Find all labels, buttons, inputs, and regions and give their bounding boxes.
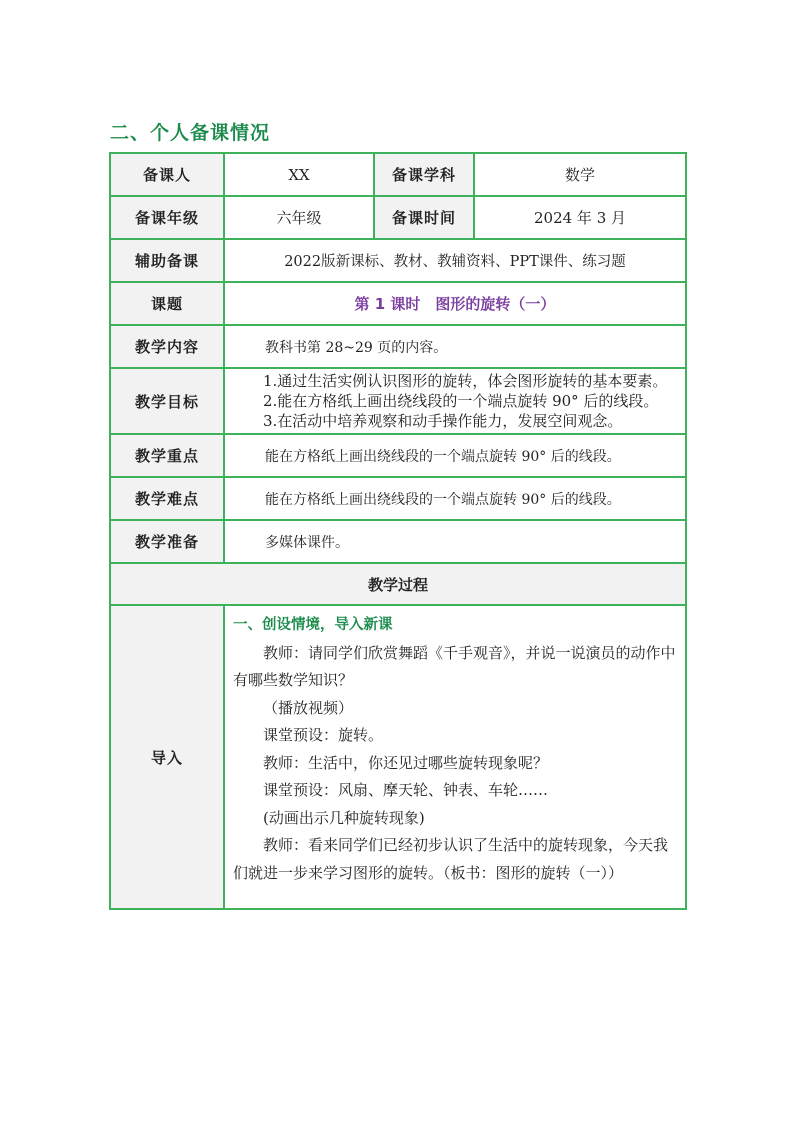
intro-content <box>224 605 686 909</box>
row-grade <box>110 196 686 239</box>
lesson-plan-table <box>109 152 687 910</box>
goal-item: 2.能在方格纸上画出绕线段的一个端点旋转 90° 后的线段。 <box>263 392 659 410</box>
row-preparer <box>110 153 686 196</box>
aux-label: 辅助备课 <box>110 239 224 282</box>
row-content <box>110 325 686 368</box>
key-value: 能在方格纸上画出绕线段的一个端点旋转 90° 后的线段。 <box>224 434 686 477</box>
time-label: 备课时间 <box>374 196 474 239</box>
row-prep <box>110 520 686 563</box>
aux-value: 2022版新课标、教材、教辅资料、PPT课件、练习题 <box>224 239 686 282</box>
goals-list <box>224 368 686 434</box>
subject-value: 数学 <box>474 153 686 196</box>
grade-value: 六年级 <box>224 196 374 239</box>
row-goals <box>110 368 686 434</box>
stage-label: 导入 <box>110 605 224 909</box>
process-heading: 教学过程 <box>110 563 686 605</box>
process-line: 教师：请同学们欣赏舞蹈《千手观音》，并说一说演员的动作中有哪些数学知识？ <box>233 643 676 689</box>
process-line: (动画出示几种旋转现象) <box>263 808 425 827</box>
preparer-label: 备课人 <box>110 153 224 196</box>
topic-value: 第 1 课时 图形的旋转（一） <box>224 282 686 325</box>
row-difficulty <box>110 477 686 520</box>
row-intro <box>110 605 686 909</box>
row-process-heading <box>110 563 686 605</box>
goal-item: 1.通过生活实例认识图形的旋转，体会图形旋转的基本要素。 <box>263 372 668 390</box>
row-topic <box>110 282 686 325</box>
stage-heading: 一、创设情境，导入新课 <box>233 617 393 633</box>
process-line: 课堂预设：风扇、摩天轮、钟表、车轮…… <box>263 781 549 799</box>
key-label: 教学重点 <box>110 434 224 477</box>
time-value: 2024 年 3 月 <box>474 196 686 239</box>
difficulty-value: 能在方格纸上画出绕线段的一个端点旋转 90° 后的线段。 <box>224 477 686 520</box>
topic-label: 课题 <box>110 282 224 325</box>
goals-label: 教学目标 <box>110 368 224 434</box>
row-key <box>110 434 686 477</box>
process-line: 课堂预设：旋转。 <box>263 726 384 744</box>
subject-label: 备课学科 <box>374 153 474 196</box>
row-aux <box>110 239 686 282</box>
process-line: 教师：看来同学们已经初步认识了生活中的旋转现象，今天我们就进一步来学习图形的旋转。（板书：图形的旋转（一）） <box>233 836 669 882</box>
prep-value: 多媒体课件。 <box>224 520 686 563</box>
preparer-value: XX <box>224 153 374 196</box>
grade-label: 备课年级 <box>110 196 224 239</box>
process-line: 教师：生活中，你还见过哪些旋转现象呢？ <box>263 753 549 772</box>
content-label: 教学内容 <box>110 325 224 368</box>
content-value: 教科书第 28~29 页的内容。 <box>224 325 686 368</box>
process-line: （播放视频） <box>263 698 354 717</box>
difficulty-label: 教学难点 <box>110 477 224 520</box>
section-title: 二、个人备课情况 <box>110 122 271 144</box>
prep-label: 教学准备 <box>110 520 224 563</box>
goal-item: 3.在活动中培养观察和动手操作能力，发展空间观念。 <box>263 412 623 430</box>
